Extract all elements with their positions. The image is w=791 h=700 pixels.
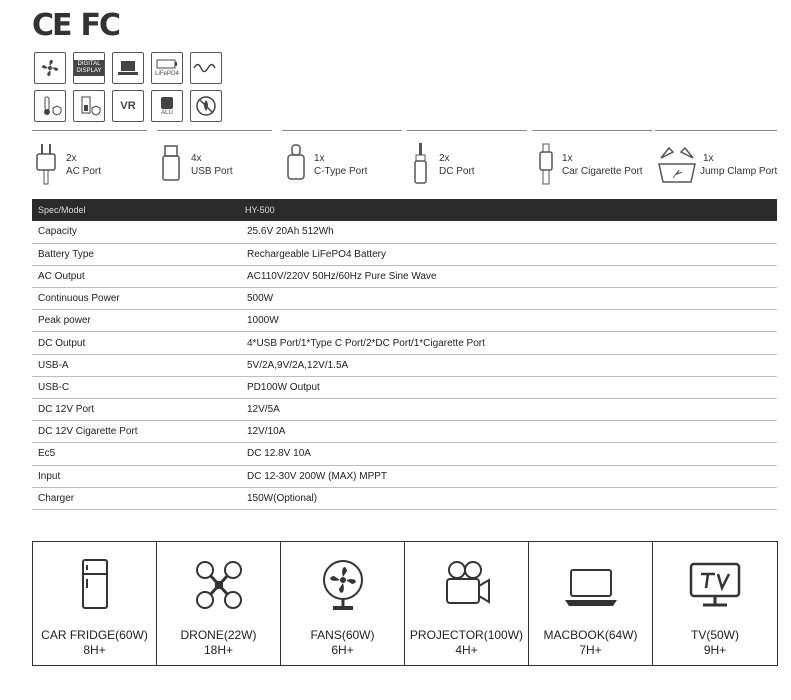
temperature-protection-icon (34, 90, 66, 122)
app-hours: 8H+ (83, 643, 106, 657)
port-car-cigarette-name: Car Cigarette Port (562, 166, 643, 177)
app-macbook (529, 542, 653, 665)
port-usb (157, 130, 277, 190)
spec-value: 150W(Optional) (239, 487, 777, 509)
port-jump-clamp-name: Jump Clamp Port (700, 166, 778, 177)
table-row (32, 354, 777, 376)
spec-value: DC 12.8V 10A (239, 443, 777, 465)
table-row (32, 443, 777, 465)
app-label: CAR FRIDGE(60W) (41, 628, 148, 642)
port-type-c (282, 130, 407, 190)
digital-display-label: DIGITAL DISPLAY (74, 60, 104, 76)
spec-key: Peak power (32, 310, 239, 332)
app-label: TV(50W) (691, 628, 739, 642)
table-row (32, 288, 777, 310)
port-usb-name: USB Port (191, 166, 233, 177)
spec-key: Charger (32, 487, 239, 509)
spec-key: DC 12V Port (32, 399, 239, 421)
spec-key: Capacity (32, 221, 239, 243)
jump-clamp-icon (655, 140, 699, 184)
spec-value: PD100W Output (239, 376, 777, 398)
app-label: PROJECTOR(100W) (409, 628, 524, 642)
fridge-icon (65, 558, 125, 612)
app-hours: 4H+ (455, 643, 478, 657)
tv-icon (685, 558, 745, 612)
usb-plug-icon (157, 142, 185, 186)
spec-key: USB-A (32, 354, 239, 376)
table-row (32, 221, 777, 243)
table-row (32, 265, 777, 287)
app-label: MACBOOK(64W) (543, 628, 638, 642)
table-row (32, 421, 777, 443)
voltage-regulation-icon (112, 90, 144, 122)
spec-value: 500W (239, 288, 777, 310)
port-dc-name: DC Port (439, 166, 475, 177)
spec-key: Ec5 (32, 443, 239, 465)
app-fans (281, 542, 405, 665)
spec-value: 5V/2A,9V/2A,12V/1.5A (239, 354, 777, 376)
battery-protection-icon (73, 90, 105, 122)
app-car-fridge (33, 542, 157, 665)
app-tv (653, 542, 777, 665)
port-usb-qty: 4x (191, 153, 202, 164)
spec-key: DC Output (32, 332, 239, 354)
digital-display-icon (73, 52, 105, 84)
laptop-icon (561, 558, 621, 612)
app-drone (157, 542, 281, 665)
spec-value: 25.6V 20Ah 512Wh (239, 221, 777, 243)
app-hours: 7H+ (579, 643, 602, 657)
aluminum-icon (151, 90, 183, 122)
app-hours: 9H+ (703, 643, 727, 657)
alu-label: ALU (161, 109, 173, 116)
port-ac-name: AC Port (66, 166, 102, 177)
fan-icon (34, 52, 66, 84)
port-jump-clamp-qty: 1x (703, 153, 714, 164)
ac-plug-icon (32, 142, 60, 186)
application-runtime-grid (32, 541, 778, 666)
projector-icon (437, 558, 497, 612)
lifepo4-label: LiFePO4 (155, 70, 179, 77)
spec-value: DC 12-30V 200W (MAX) MPPT (239, 465, 777, 487)
spec-value: 1000W (239, 310, 777, 332)
app-label: DRONE(22W) (180, 628, 257, 642)
spec-key: Battery Type (32, 243, 239, 265)
spec-value: AC110V/220V 50Hz/60Hz Pure Sine Wave (239, 265, 777, 287)
spec-header-row (32, 199, 777, 221)
type-c-plug-icon (282, 142, 310, 186)
port-jump-clamp (655, 130, 777, 190)
table-row (32, 465, 777, 487)
app-hours: 18H+ (203, 643, 234, 657)
port-overview (32, 130, 777, 190)
spec-table (32, 199, 777, 510)
table-row (32, 243, 777, 265)
dc-plug-icon (407, 142, 435, 186)
spec-value: Rechargeable LiFePO4 Battery (239, 243, 777, 265)
drone-icon (189, 558, 249, 612)
table-row (32, 376, 777, 398)
port-car-cigarette-qty: 1x (562, 153, 573, 164)
port-type-c-qty: 1x (314, 153, 325, 164)
spec-header-model-label: Spec/Model (32, 199, 239, 221)
fcc-mark: FC (80, 8, 120, 43)
vr-label: VR (120, 99, 136, 112)
app-hours: 6H+ (331, 643, 354, 657)
certification-marks (32, 8, 119, 43)
spec-header-model-value: HY-500 (239, 199, 777, 221)
table-row (32, 310, 777, 332)
port-dc (407, 130, 532, 190)
car-cigarette-plug-icon (532, 142, 560, 186)
spec-value: 12V/10A (239, 421, 777, 443)
ce-mark: CE (32, 8, 71, 43)
spec-value: 12V/5A (239, 399, 777, 421)
spec-key: Continuous Power (32, 288, 239, 310)
spec-key: Input (32, 465, 239, 487)
port-ac (32, 130, 152, 190)
table-row (32, 332, 777, 354)
no-fire-icon (190, 90, 222, 122)
fan-icon (313, 558, 373, 612)
charging-icon (112, 52, 144, 84)
lifepo4-battery-icon (151, 52, 183, 84)
spec-key: DC 12V Cigarette Port (32, 421, 239, 443)
table-row (32, 487, 777, 509)
spec-key: AC Output (32, 265, 239, 287)
spec-key: USB-C (32, 376, 239, 398)
port-dc-qty: 2x (439, 153, 450, 164)
app-label: FANS(60W) (310, 628, 375, 642)
port-type-c-name: C-Type Port (314, 166, 368, 177)
port-ac-qty: 2x (66, 153, 77, 164)
port-car-cigarette (532, 130, 657, 190)
app-projector (405, 542, 529, 665)
table-row (32, 399, 777, 421)
sine-wave-icon (190, 52, 222, 84)
feature-icons (34, 52, 222, 122)
spec-value: 4*USB Port/1*Type C Port/2*DC Port/1*Cigarette Port (239, 332, 777, 354)
